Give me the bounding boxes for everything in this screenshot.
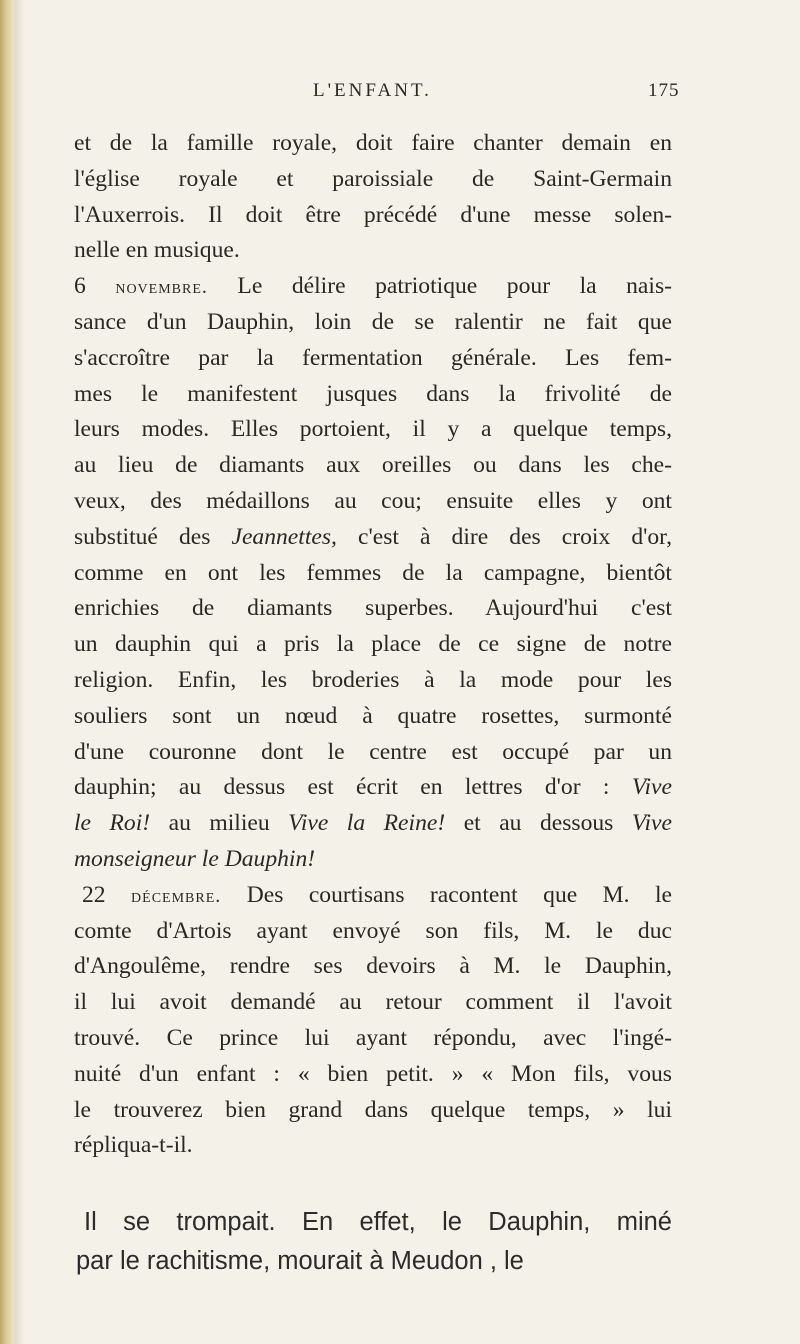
text-line: il lui avoit demandé au retour comment il l'avoit (74, 989, 672, 1016)
text-line: leurs modes. Elles portoient, il y a quelque temps, (74, 416, 672, 443)
text-line: au lieu de diamants aux oreilles ou dans les che- (74, 452, 672, 479)
body-text (74, 126, 672, 1164)
text-line: dauphin; au dessus est écrit en lettres d'or : Vive (74, 774, 672, 801)
text-line: veux, des médaillons au cou; ensuite elles y ont (74, 487, 672, 514)
text-line: nuité d'un enfant : « bien petit. » « Mon fils, vous (74, 1060, 672, 1087)
date-label: décembre. (131, 884, 222, 907)
text-line: enrichies de diamants superbes. Aujourd'hui c'est (74, 595, 672, 622)
italic-term: Jeannettes, (231, 523, 337, 550)
text-line: et de la famille royale, doit faire chanter demain en (74, 130, 672, 156)
text-line: d'une couronne dont le centre est occupé par un (74, 738, 672, 765)
text-line: substitué des Jeannettes, c'est à dire des croix d'or, (74, 523, 672, 550)
text-line: un dauphin qui a pris la place de ce signe de notre (74, 631, 672, 658)
italic-inscription: monseigneur le Dauphin! (74, 845, 316, 872)
date-label: novembre. (115, 276, 208, 299)
text-line: nelle en musique. (74, 237, 240, 264)
added-paragraph (76, 1203, 672, 1281)
text-line: 6 novembre. Le délire patriotique pour la nais- (74, 273, 672, 300)
text-line (74, 842, 672, 878)
text-line: souliers sont un nœud à quatre rosettes, surmonté (74, 702, 672, 729)
text-line: mes le manifestent jusques dans la frivolité de (74, 380, 672, 407)
text-line: d'Angoulême, rendre ses devoirs à M. le Dauphin, (74, 953, 672, 980)
text-line: sance d'un Dauphin, loin de se ralentir ne fait que (74, 308, 672, 335)
text-line: le trouverez bien grand dans quelque temps, » lui (74, 1096, 672, 1123)
italic-inscription: Vive la Reine! (288, 810, 446, 837)
italic-inscription: Vive (631, 810, 673, 837)
text-line: l'Auxerrois. Il doit être précédé d'une messe solen- (74, 201, 672, 228)
text-line: comme en ont les femmes de la campagne, bientôt (74, 559, 672, 586)
text-line: l'église royale et paroissiale de Saint-Germain (74, 165, 672, 192)
text-line: Il se trompait. En effet, le Dauphin, miné (84, 1208, 672, 1236)
text-line: trouvé. Ce prince lui ayant répondu, avec l'ingé- (74, 1024, 672, 1051)
italic-inscription: le Roi! (74, 810, 151, 837)
page-number: 175 (648, 80, 680, 101)
text-line: s'accroître par la fermentation générale. Les fem- (74, 344, 672, 371)
text-line: le Roi! au milieu Vive la Reine! et au dessous Vive (74, 810, 673, 837)
text-line: 22 décembre. Des courtisans racontent que M. le (82, 881, 672, 908)
italic-inscription: Vive (631, 774, 672, 801)
text-line: par le rachitisme, mourait à Meudon , le (76, 1247, 524, 1275)
text-line: religion. Enfin, les broderies à la mode pour les (74, 666, 672, 693)
text-line: comte d'Artois ayant envoyé son fils, M. le duc (74, 917, 672, 944)
text-line: répliqua-t-il. (74, 1132, 193, 1159)
running-title: L'ENFANT. (313, 80, 432, 101)
